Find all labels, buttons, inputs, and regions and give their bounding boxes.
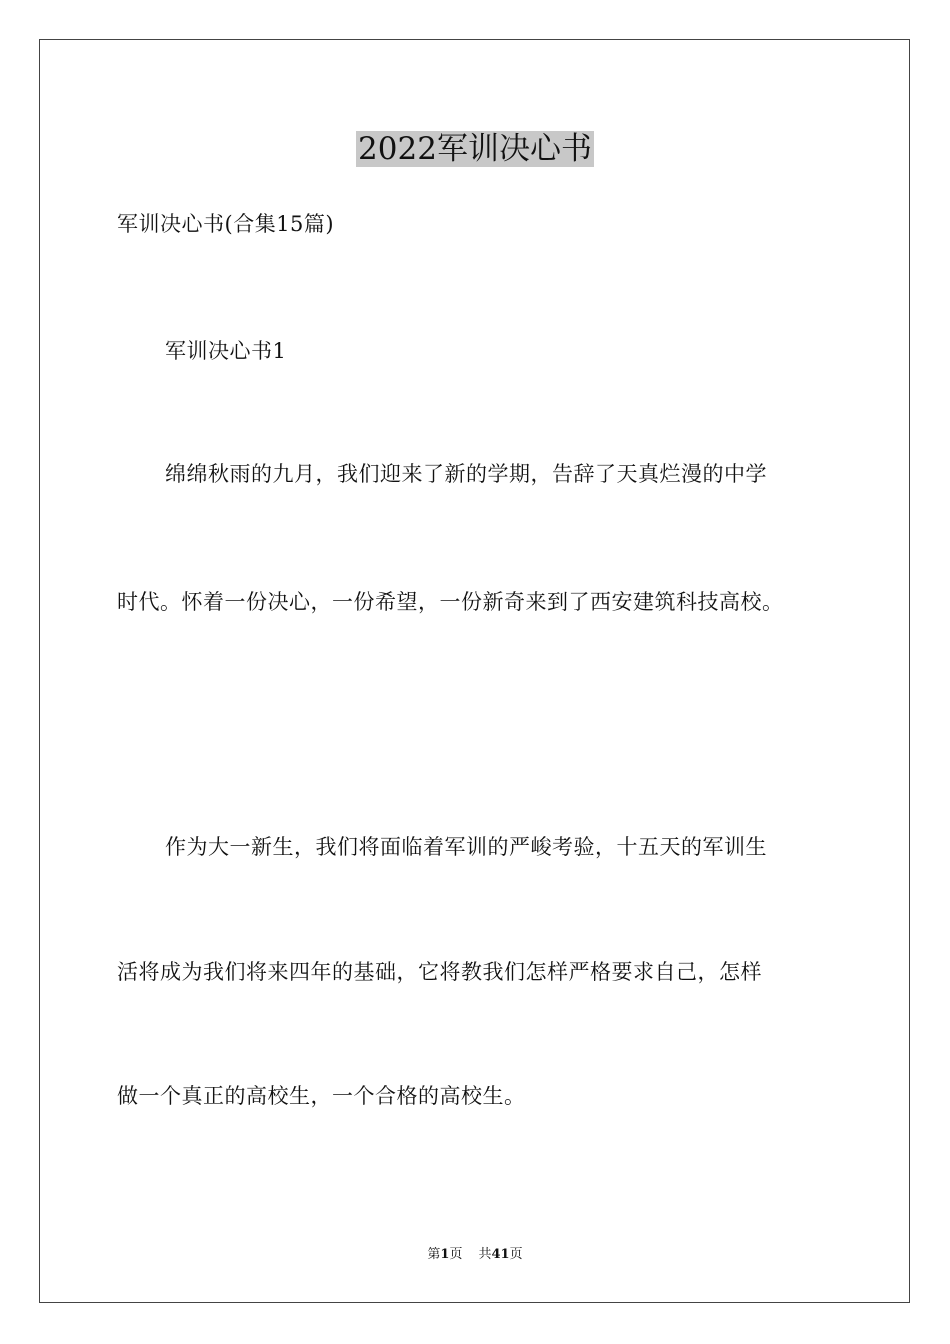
paragraph-line: 绵绵秋雨的九月，我们迎来了新的学期，告辞了天真烂漫的中学 [165,462,767,486]
document-title-text: 2022军训决心书 [358,131,592,167]
document-subtitle: 军训决心书(合集15篇) [117,212,335,236]
page-footer [0,1246,950,1264]
footer-page-suffix: 页 [449,1247,463,1262]
document-title [0,127,950,171]
section-heading: 军训决心书1 [165,339,287,363]
paragraph-line: 做一个真正的高校生，一个合格的高校生。 [117,1084,526,1108]
footer-total-prefix: 共 [478,1247,492,1262]
footer-page-prefix: 第 [427,1247,441,1262]
paragraph-line: 作为大一新生，我们将面临着军训的严峻考验，十五天的军训生 [165,835,767,859]
footer-page-number: 1 [440,1247,450,1262]
paragraph-line: 时代。怀着一份决心，一份希望，一份新奇来到了西安建筑科技高校。 [117,590,784,614]
footer-total-suffix: 页 [509,1247,523,1262]
footer-total-pages: 41 [491,1247,510,1262]
paragraph-line: 活将成为我们将来四年的基础，它将教我们怎样严格要求自己，怎样 [117,960,762,984]
